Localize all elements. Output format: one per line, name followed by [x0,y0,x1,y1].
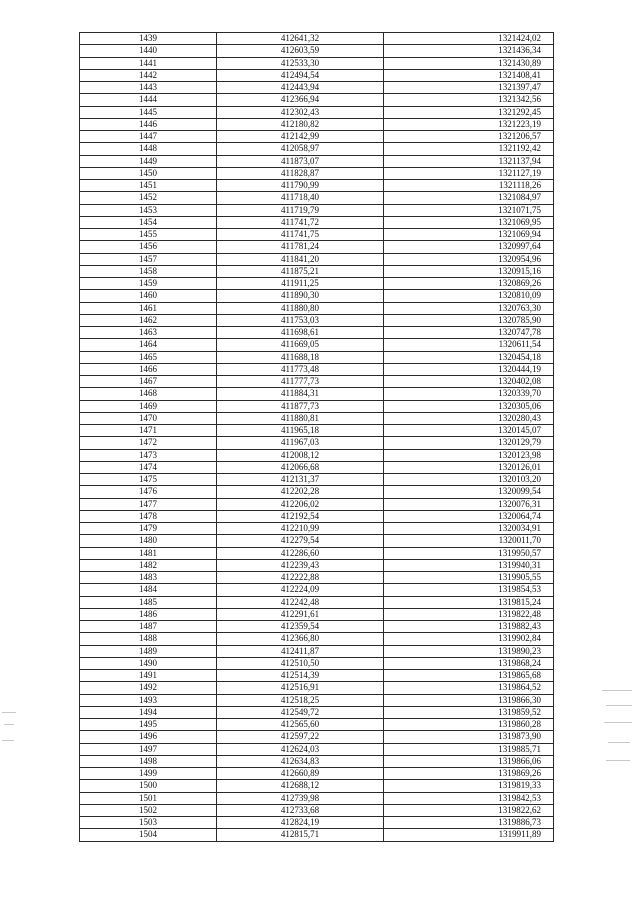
coordinate-x-cell: 412206,02 [217,498,384,510]
coordinate-y-cell: 1321430,89 [384,57,554,69]
coordinate-y-cell: 1319869,26 [384,768,554,780]
table-row [80,523,554,535]
coordinate-y-cell: 1320611,54 [384,339,554,351]
coordinate-y-cell: 1319940,31 [384,559,554,571]
table-row [80,449,554,461]
point-number-cell: 1441 [80,57,217,69]
table-row [80,302,554,314]
point-number-cell: 1493 [80,694,217,706]
coordinate-y-cell: 1319860,28 [384,719,554,731]
point-number-cell: 1504 [80,829,217,841]
table-row [80,131,554,143]
coordinate-x-cell: 412516,91 [217,682,384,694]
scan-artifact-left [2,712,16,713]
point-number-cell: 1446 [80,118,217,130]
coordinate-y-cell: 1319859,52 [384,706,554,718]
coordinate-x-cell: 412239,43 [217,559,384,571]
point-number-cell: 1474 [80,461,217,473]
coordinate-x-cell: 412641,32 [217,33,384,45]
coordinate-y-cell: 1321071,75 [384,204,554,216]
coordinate-y-cell: 1320076,31 [384,498,554,510]
point-number-cell: 1487 [80,621,217,633]
table-row [80,314,554,326]
point-number-cell: 1459 [80,278,217,290]
coordinate-x-cell: 412131,37 [217,474,384,486]
point-number-cell: 1456 [80,241,217,253]
coordinate-y-cell: 1320454,18 [384,351,554,363]
coordinate-x-cell: 412302,43 [217,106,384,118]
table-row [80,192,554,204]
table-row [80,461,554,473]
coordinate-y-cell: 1321118,26 [384,180,554,192]
point-number-cell: 1484 [80,584,217,596]
coordinate-x-cell: 411965,18 [217,425,384,437]
point-number-cell: 1442 [80,69,217,81]
coordinate-x-cell: 411875,21 [217,265,384,277]
coordinate-y-cell: 1319854,53 [384,584,554,596]
coordinate-x-cell: 412688,12 [217,780,384,792]
point-number-cell: 1463 [80,327,217,339]
coordinate-y-cell: 1320123,98 [384,449,554,461]
table-row [80,486,554,498]
coordinate-x-cell: 412058,97 [217,143,384,155]
table-row [80,633,554,645]
coordinate-y-cell: 1320129,79 [384,437,554,449]
coordinate-x-cell: 412066,68 [217,461,384,473]
coordinate-y-cell: 1320280,43 [384,412,554,424]
coordinate-x-cell: 411841,20 [217,253,384,265]
point-number-cell: 1440 [80,45,217,57]
coordinate-x-cell: 412514,39 [217,670,384,682]
coordinate-x-cell: 412286,60 [217,547,384,559]
scan-artifact-left [2,740,14,741]
scan-artifact-right [602,690,632,691]
table-row [80,559,554,571]
coordinate-x-cell: 411777,73 [217,376,384,388]
point-number-cell: 1445 [80,106,217,118]
coordinate-y-cell: 1320034,91 [384,523,554,535]
table-row [80,57,554,69]
table-row [80,106,554,118]
table-row [80,363,554,375]
coordinate-y-cell: 1319866,06 [384,755,554,767]
coordinate-x-cell: 411967,03 [217,437,384,449]
table-row [80,290,554,302]
coordinate-x-cell: 411873,07 [217,155,384,167]
table-row [80,45,554,57]
point-number-cell: 1486 [80,608,217,620]
coordinate-x-cell: 412597,22 [217,731,384,743]
table-row [80,33,554,45]
point-number-cell: 1462 [80,314,217,326]
point-number-cell: 1465 [80,351,217,363]
point-number-cell: 1451 [80,180,217,192]
table-row [80,682,554,694]
table-row [80,645,554,657]
coordinate-y-cell: 1319886,73 [384,817,554,829]
coordinate-y-cell: 1320810,09 [384,290,554,302]
coordinate-x-cell: 411753,03 [217,314,384,326]
point-number-cell: 1448 [80,143,217,155]
table-row [80,792,554,804]
scan-artifact-right [606,760,630,761]
table-row [80,167,554,179]
table-row [80,694,554,706]
table-row [80,216,554,228]
coordinate-x-cell: 411741,72 [217,216,384,228]
point-number-cell: 1494 [80,706,217,718]
coordinate-x-cell: 412192,54 [217,510,384,522]
coordinate-y-cell: 1320126,01 [384,461,554,473]
coordinate-x-cell: 412142,99 [217,131,384,143]
coordinate-x-cell: 412733,68 [217,804,384,816]
table-row [80,596,554,608]
coordinate-y-cell: 1320339,70 [384,388,554,400]
point-number-cell: 1492 [80,682,217,694]
point-number-cell: 1439 [80,33,217,45]
table-row [80,719,554,731]
scan-artifact-right [604,722,632,723]
coordinates-table [79,32,554,842]
table-row [80,670,554,682]
coordinate-x-cell: 412518,25 [217,694,384,706]
coordinate-y-cell: 1319873,90 [384,731,554,743]
coordinate-x-cell: 412603,59 [217,45,384,57]
coordinate-x-cell: 412222,88 [217,572,384,584]
point-number-cell: 1453 [80,204,217,216]
coordinate-x-cell: 411781,24 [217,241,384,253]
point-number-cell: 1483 [80,572,217,584]
table-row [80,412,554,424]
table-row [80,400,554,412]
point-number-cell: 1461 [80,302,217,314]
scan-artifact-right [606,705,632,706]
coordinate-x-cell: 411877,73 [217,400,384,412]
coordinate-y-cell: 1320305,06 [384,400,554,412]
coordinate-y-cell: 1321069,94 [384,229,554,241]
table-row [80,743,554,755]
coordinate-x-cell: 412634,83 [217,755,384,767]
point-number-cell: 1475 [80,474,217,486]
table-row [80,339,554,351]
coordinate-y-cell: 1321408,41 [384,69,554,81]
coordinate-y-cell: 1321292,45 [384,106,554,118]
table-row [80,82,554,94]
coordinate-x-cell: 412510,50 [217,657,384,669]
table-row [80,608,554,620]
coordinate-x-cell: 411741,75 [217,229,384,241]
point-number-cell: 1502 [80,804,217,816]
coordinate-y-cell: 1320099,54 [384,486,554,498]
coordinate-x-cell: 412366,80 [217,633,384,645]
coordinate-y-cell: 1319819,33 [384,780,554,792]
point-number-cell: 1457 [80,253,217,265]
coordinate-x-cell: 412494,54 [217,69,384,81]
coordinate-x-cell: 412008,12 [217,449,384,461]
coordinate-y-cell: 1319868,24 [384,657,554,669]
table-row [80,265,554,277]
coordinate-x-cell: 411773,48 [217,363,384,375]
coordinate-y-cell: 1319815,24 [384,596,554,608]
point-number-cell: 1473 [80,449,217,461]
table-row [80,706,554,718]
coordinate-x-cell: 412366,94 [217,94,384,106]
coordinate-y-cell: 1320785,90 [384,314,554,326]
table-row [80,817,554,829]
point-number-cell: 1477 [80,498,217,510]
coordinate-x-cell: 412533,30 [217,57,384,69]
coordinate-x-cell: 411911,25 [217,278,384,290]
coordinate-y-cell: 1321069,95 [384,216,554,228]
table-row [80,388,554,400]
coordinate-x-cell: 411719,79 [217,204,384,216]
coordinate-y-cell: 1319822,48 [384,608,554,620]
scan-artifact-left [4,724,14,725]
coordinate-y-cell: 1319842,53 [384,792,554,804]
coordinate-y-cell: 1321223,19 [384,118,554,130]
table-row [80,547,554,559]
coordinate-y-cell: 1319822,62 [384,804,554,816]
coordinate-x-cell: 411890,30 [217,290,384,302]
table-row [80,204,554,216]
point-number-cell: 1464 [80,339,217,351]
point-number-cell: 1447 [80,131,217,143]
table-row [80,437,554,449]
coordinate-x-cell: 411880,80 [217,302,384,314]
table-row [80,94,554,106]
coordinate-x-cell: 411884,31 [217,388,384,400]
table-row [80,327,554,339]
coordinate-x-cell: 412565,60 [217,719,384,731]
coordinate-x-cell: 412824,19 [217,817,384,829]
coordinate-y-cell: 1320444,19 [384,363,554,375]
point-number-cell: 1479 [80,523,217,535]
coordinate-x-cell: 412202,28 [217,486,384,498]
coordinate-y-cell: 1320915,16 [384,265,554,277]
coordinate-y-cell: 1320064,74 [384,510,554,522]
table-row [80,376,554,388]
table-row [80,731,554,743]
table-row [80,278,554,290]
table-row [80,768,554,780]
coordinate-x-cell: 411880,81 [217,412,384,424]
coordinate-y-cell: 1320402,08 [384,376,554,388]
point-number-cell: 1450 [80,167,217,179]
table-row [80,351,554,363]
table-row [80,621,554,633]
point-number-cell: 1470 [80,412,217,424]
point-number-cell: 1503 [80,817,217,829]
coordinate-x-cell: 411718,40 [217,192,384,204]
coordinate-y-cell: 1319902,84 [384,633,554,645]
coordinate-y-cell: 1321397,47 [384,82,554,94]
point-number-cell: 1467 [80,376,217,388]
table-row [80,657,554,669]
table-row [80,474,554,486]
coordinate-y-cell: 1320997,64 [384,241,554,253]
coordinate-x-cell: 411790,99 [217,180,384,192]
table-row [80,755,554,767]
point-number-cell: 1466 [80,363,217,375]
table-row [80,180,554,192]
coordinate-y-cell: 1319865,68 [384,670,554,682]
coordinate-y-cell: 1321206,57 [384,131,554,143]
coordinate-x-cell: 411688,18 [217,351,384,363]
coordinate-y-cell: 1319911,89 [384,829,554,841]
coordinate-y-cell: 1319882,43 [384,621,554,633]
coordinate-y-cell: 1321137,94 [384,155,554,167]
coordinate-y-cell: 1319864,52 [384,682,554,694]
point-number-cell: 1496 [80,731,217,743]
coordinate-y-cell: 1320747,78 [384,327,554,339]
point-number-cell: 1489 [80,645,217,657]
point-number-cell: 1500 [80,780,217,792]
table-row [80,118,554,130]
coordinate-y-cell: 1319905,55 [384,572,554,584]
point-number-cell: 1497 [80,743,217,755]
table-row [80,510,554,522]
coordinate-y-cell: 1319885,71 [384,743,554,755]
table-row [80,425,554,437]
point-number-cell: 1458 [80,265,217,277]
point-number-cell: 1471 [80,425,217,437]
coordinate-x-cell: 411828,87 [217,167,384,179]
point-number-cell: 1468 [80,388,217,400]
coordinate-x-cell: 412242,48 [217,596,384,608]
point-number-cell: 1488 [80,633,217,645]
table-row [80,143,554,155]
coordinate-x-cell: 412443,94 [217,82,384,94]
coordinate-y-cell: 1319890,23 [384,645,554,657]
table-row [80,535,554,547]
point-number-cell: 1482 [80,559,217,571]
coordinate-y-cell: 1320103,20 [384,474,554,486]
point-number-cell: 1472 [80,437,217,449]
scan-artifact-right [608,742,630,743]
table-row [80,155,554,167]
point-number-cell: 1460 [80,290,217,302]
coordinate-y-cell: 1320954,96 [384,253,554,265]
table-row [80,829,554,841]
coordinate-y-cell: 1320869,26 [384,278,554,290]
coordinate-y-cell: 1320763,30 [384,302,554,314]
point-number-cell: 1485 [80,596,217,608]
coordinate-y-cell: 1319950,57 [384,547,554,559]
point-number-cell: 1478 [80,510,217,522]
coordinate-x-cell: 412411,87 [217,645,384,657]
table-row [80,572,554,584]
table-row [80,584,554,596]
point-number-cell: 1490 [80,657,217,669]
coordinate-x-cell: 412180,82 [217,118,384,130]
point-number-cell: 1444 [80,94,217,106]
point-number-cell: 1495 [80,719,217,731]
table-row [80,804,554,816]
coordinate-x-cell: 412739,98 [217,792,384,804]
coordinate-x-cell: 411698,61 [217,327,384,339]
table-row [80,780,554,792]
coordinate-y-cell: 1321342,56 [384,94,554,106]
coordinate-x-cell: 412224,09 [217,584,384,596]
coordinate-y-cell: 1321436,34 [384,45,554,57]
coordinate-y-cell: 1321084,97 [384,192,554,204]
coordinate-x-cell: 412359,54 [217,621,384,633]
point-number-cell: 1454 [80,216,217,228]
point-number-cell: 1476 [80,486,217,498]
coordinate-x-cell: 412815,71 [217,829,384,841]
coordinate-y-cell: 1321424,02 [384,33,554,45]
coordinate-x-cell: 412291,61 [217,608,384,620]
coordinate-y-cell: 1320145,07 [384,425,554,437]
table-row [80,241,554,253]
point-number-cell: 1481 [80,547,217,559]
point-number-cell: 1501 [80,792,217,804]
coordinate-y-cell: 1321127,19 [384,167,554,179]
coordinate-y-cell: 1320011,70 [384,535,554,547]
point-number-cell: 1499 [80,768,217,780]
point-number-cell: 1449 [80,155,217,167]
table-row [80,498,554,510]
coordinate-x-cell: 412624,03 [217,743,384,755]
coordinate-x-cell: 412279,54 [217,535,384,547]
point-number-cell: 1480 [80,535,217,547]
table-row [80,253,554,265]
table-row [80,69,554,81]
coordinate-x-cell: 412549,72 [217,706,384,718]
coordinate-y-cell: 1319866,30 [384,694,554,706]
coordinates-table-body [80,33,554,842]
point-number-cell: 1469 [80,400,217,412]
point-number-cell: 1498 [80,755,217,767]
point-number-cell: 1452 [80,192,217,204]
point-number-cell: 1443 [80,82,217,94]
table-row [80,229,554,241]
coordinate-y-cell: 1321192,42 [384,143,554,155]
point-number-cell: 1491 [80,670,217,682]
coordinate-x-cell: 412660,89 [217,768,384,780]
coordinate-x-cell: 412210,99 [217,523,384,535]
point-number-cell: 1455 [80,229,217,241]
coordinate-x-cell: 411669,05 [217,339,384,351]
